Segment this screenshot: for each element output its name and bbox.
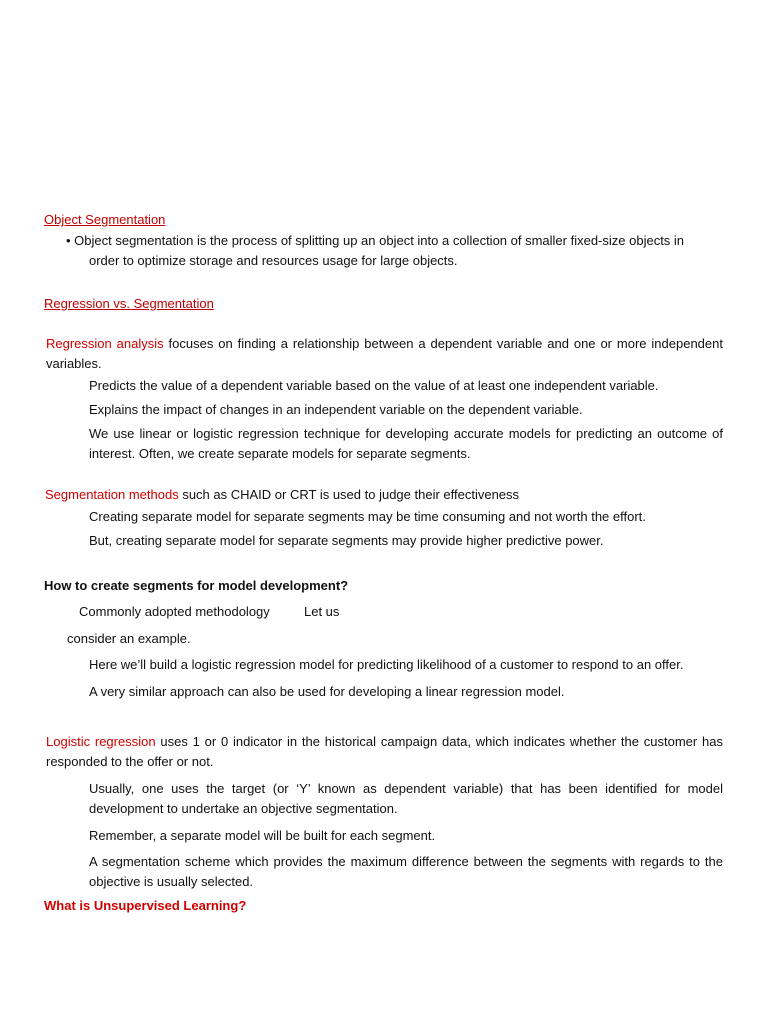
logistic-regression-text: uses 1 or 0 indicator in the historical campaign data, which indicates whether the customer has responded to the offer or not. xyxy=(46,734,723,769)
logistic-point-3: A segmentation scheme which provides the maximum difference between the segments with regards to the objective is usually selected. xyxy=(89,854,723,889)
segmentation-point-1: Creating separate model for separate segments may be time consuming and not worth the effort. xyxy=(89,509,646,524)
segmentation-methods-line xyxy=(45,485,519,505)
regression-analysis-text: focuses on finding a relationship between a dependent variable and one or more independent variables. xyxy=(46,336,723,371)
segmentation-methods-text: such as CHAID or CRT is used to judge their effectiveness xyxy=(178,487,520,502)
unsupervised-learning-heading: What is Unsupervised Learning? xyxy=(44,898,247,913)
consider-example-text: consider an example. xyxy=(67,631,191,646)
regression-vs-segmentation-heading: Regression vs. Segmentation xyxy=(44,296,214,311)
example-point-1: Here we’ll build a logistic regression model for predicting likelihood of a customer to respond to an offer. xyxy=(89,657,684,672)
logistic-regression-term: Logistic regression xyxy=(46,734,156,749)
logistic-regression-paragraph xyxy=(46,732,723,772)
methodology-label: Commonly adopted methodology xyxy=(79,604,270,619)
object-segmentation-bullet-continuation: order to optimize storage and resources usage for large objects. xyxy=(89,253,458,268)
how-to-create-segments-heading: How to create segments for model development? xyxy=(44,578,349,593)
regression-point-3: We use linear or logistic regression technique for developing accurate models for predicting an outcome of interest. Often, we create separate models for separate segments. xyxy=(89,426,723,461)
let-us-text: Let us xyxy=(304,604,340,619)
regression-point-1: Predicts the value of a dependent variable based on the value of at least one independent variable. xyxy=(89,378,659,393)
logistic-point-2: Remember, a separate model will be built for each segment. xyxy=(89,828,436,843)
regression-analysis-term: Regression analysis xyxy=(46,336,164,351)
regression-point-2: Explains the impact of changes in an independent variable on the dependent variable. xyxy=(89,402,583,417)
object-segmentation-bullet: • Object segmentation is the process of splitting up an object into a collection of smaller fixed-size objects in xyxy=(66,233,685,248)
segmentation-point-2: But, creating separate model for separate segments may provide higher predictive power. xyxy=(89,533,604,548)
segmentation-methods-term: Segmentation methods xyxy=(45,487,179,502)
logistic-point-1: Usually, one uses the target (or ‘Y’ known as dependent variable) that has been identified for model development to undertake an objective segmentation. xyxy=(89,781,723,816)
regression-analysis-paragraph xyxy=(46,334,723,374)
example-point-2: A very similar approach can also be used for developing a linear regression model. xyxy=(89,684,565,699)
object-segmentation-heading: Object Segmentation xyxy=(44,212,166,227)
